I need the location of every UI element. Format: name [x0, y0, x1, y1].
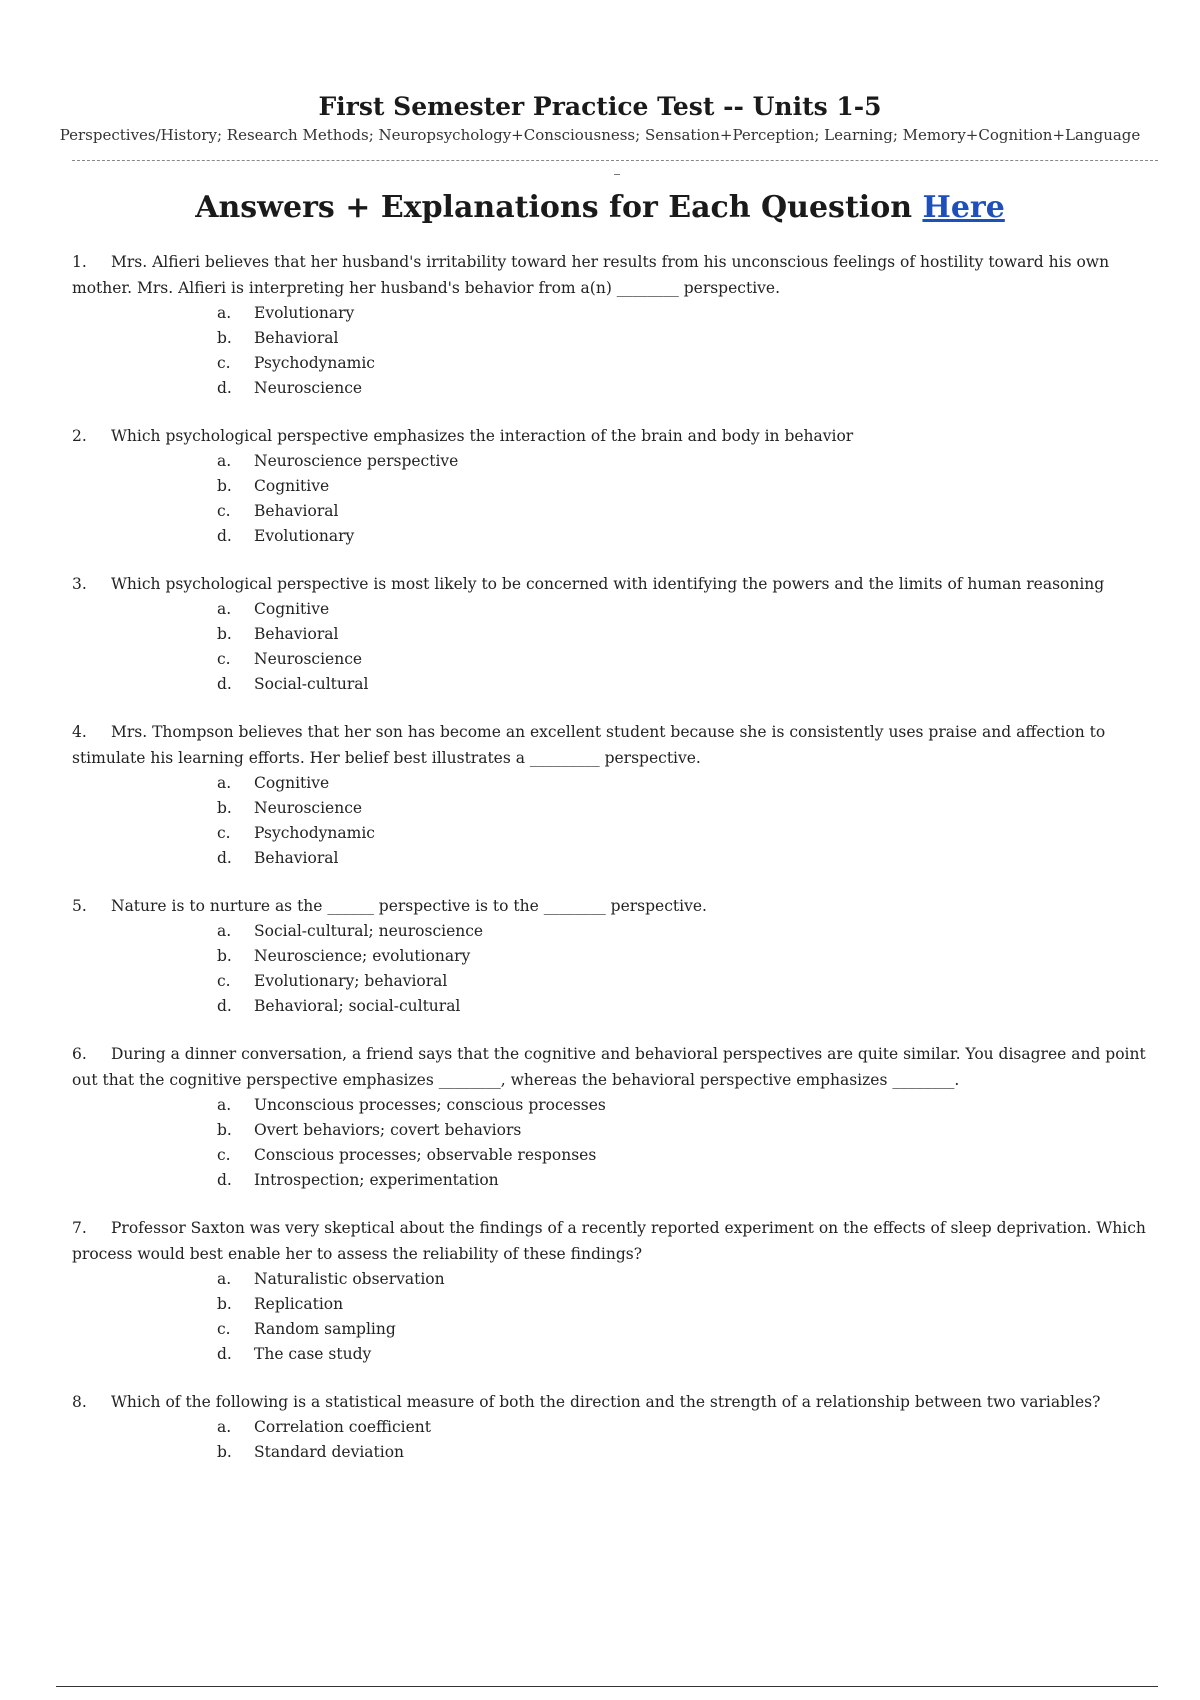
question-number: 2. — [72, 427, 87, 445]
option-letter: d. — [217, 527, 232, 545]
answer-option — [217, 944, 1162, 969]
option-letter: d. — [217, 997, 232, 1015]
answer-option — [217, 597, 1162, 622]
answers-heading — [0, 190, 1200, 225]
answer-options — [72, 449, 1162, 549]
option-text: Neuroscience; evolutionary — [254, 947, 471, 965]
question-prompt: Which psychological perspective emphasizes the interaction of the brain and body in behavior — [111, 427, 854, 445]
option-letter: b. — [217, 1295, 232, 1313]
option-text: Random sampling — [254, 1320, 396, 1338]
question-prompt: During a dinner conversation, a friend says that the cognitive and behavioral perspectives are quite similar. You disagree and point out that the cognitive perspective emphasizes ________, whereas the behavioral perspective emphasizes ________. — [72, 1045, 1146, 1089]
option-text: Cognitive — [254, 600, 330, 618]
question-text — [72, 571, 1162, 597]
option-text: Introspection; experimentation — [254, 1171, 499, 1189]
question-prompt: Professor Saxton was very skeptical about the findings of a recently reported experiment on the effects of sleep deprivation. Which process would best enable her to assess the reliability of these findings? — [72, 1219, 1146, 1263]
answer-option — [217, 1143, 1162, 1168]
question-number: 7. — [72, 1219, 87, 1237]
question-number: 6. — [72, 1045, 87, 1063]
answer-option — [217, 1415, 1162, 1440]
answer-option — [217, 449, 1162, 474]
option-text: Conscious processes; observable responses — [254, 1146, 597, 1164]
option-text: Behavioral; social-cultural — [254, 997, 461, 1015]
option-letter: b. — [217, 625, 232, 643]
answer-options — [72, 1267, 1162, 1367]
option-text: The case study — [254, 1345, 372, 1363]
option-letter: c. — [217, 1320, 231, 1338]
question-list — [72, 249, 1162, 1487]
option-letter: a. — [217, 452, 232, 470]
question-prompt: Mrs. Thompson believes that her son has become an excellent student because she is consistently uses praise and affection to stimulate his learning efforts. Her belief best illustrates a _________ perspective. — [72, 723, 1106, 767]
question-7 — [72, 1215, 1162, 1367]
option-text: Evolutionary; behavioral — [254, 972, 448, 990]
option-letter: b. — [217, 477, 232, 495]
option-text: Neuroscience — [254, 799, 363, 817]
answer-option — [217, 846, 1162, 871]
option-letter: c. — [217, 1146, 231, 1164]
option-letter: a. — [217, 304, 232, 322]
option-text: Naturalistic observation — [254, 1270, 445, 1288]
answer-option — [217, 771, 1162, 796]
page-subtitle: Perspectives/History; Research Methods; Neuropsychology+Consciousness; Sensation+Perception; Learning; Memory+Cognition+Language — [59, 126, 1141, 144]
option-text: Overt behaviors; covert behaviors — [254, 1121, 522, 1139]
option-text: Behavioral — [254, 329, 339, 347]
option-letter: a. — [217, 600, 232, 618]
question-prompt: Mrs. Alfieri believes that her husband's irritability toward her results from his unconscious feelings of hostility toward his own mother. Mrs. Alfieri is interpreting her husband's behavior from a(n) ________ perspective. — [72, 253, 1110, 297]
answer-options — [72, 771, 1162, 871]
option-letter: b. — [217, 947, 232, 965]
answer-options — [72, 919, 1162, 1019]
option-letter: a. — [217, 1270, 232, 1288]
question-6 — [72, 1041, 1162, 1193]
answer-option — [217, 1093, 1162, 1118]
option-letter: b. — [217, 799, 232, 817]
answer-option — [217, 1342, 1162, 1367]
answer-option — [217, 1168, 1162, 1193]
option-letter: a. — [217, 774, 232, 792]
option-letter: a. — [217, 1418, 232, 1436]
question-2 — [72, 423, 1162, 549]
option-text: Behavioral — [254, 502, 339, 520]
answer-option — [217, 301, 1162, 326]
option-text: Neuroscience — [254, 379, 363, 397]
option-text: Standard deviation — [254, 1443, 405, 1461]
option-text: Social-cultural — [254, 675, 369, 693]
option-letter: b. — [217, 1443, 232, 1461]
dashed-divider — [72, 160, 1158, 161]
option-letter: c. — [217, 650, 231, 668]
option-letter: b. — [217, 329, 232, 347]
option-letter: c. — [217, 502, 231, 520]
question-text — [72, 249, 1162, 301]
option-letter: d. — [217, 675, 232, 693]
option-text: Neuroscience — [254, 650, 363, 668]
question-prompt: Nature is to nurture as the ______ perspective is to the ________ perspective. — [111, 897, 707, 915]
answer-option — [217, 499, 1162, 524]
option-text: Evolutionary — [254, 304, 355, 322]
answer-option — [217, 1267, 1162, 1292]
option-text: Evolutionary — [254, 527, 355, 545]
answer-option — [217, 326, 1162, 351]
question-prompt: Which of the following is a statistical measure of both the direction and the strength of a relationship between two variables? — [111, 1393, 1101, 1411]
option-text: Behavioral — [254, 625, 339, 643]
answer-option — [217, 1317, 1162, 1342]
option-text: Replication — [254, 1295, 344, 1313]
answer-options — [72, 1415, 1162, 1465]
question-number: 3. — [72, 575, 87, 593]
question-text — [72, 1041, 1162, 1093]
option-text: Psychodynamic — [254, 354, 375, 372]
option-letter: c. — [217, 824, 231, 842]
question-text — [72, 893, 1162, 919]
question-number: 8. — [72, 1393, 87, 1411]
answers-link[interactable]: Here — [922, 190, 1005, 225]
answer-options — [72, 301, 1162, 401]
option-letter: d. — [217, 849, 232, 867]
option-letter: c. — [217, 354, 231, 372]
option-text: Correlation coefficient — [254, 1418, 431, 1436]
option-letter: d. — [217, 379, 232, 397]
option-letter: b. — [217, 1121, 232, 1139]
option-letter: a. — [217, 1096, 232, 1114]
question-1 — [72, 249, 1162, 401]
option-text: Neuroscience perspective — [254, 452, 459, 470]
question-text — [72, 719, 1162, 771]
question-number: 1. — [72, 253, 87, 271]
answer-option — [217, 672, 1162, 697]
answer-option — [217, 1440, 1162, 1465]
answer-options — [72, 1093, 1162, 1193]
answer-option — [217, 994, 1162, 1019]
answer-option — [217, 474, 1162, 499]
answer-option — [217, 796, 1162, 821]
answer-option — [217, 351, 1162, 376]
question-4 — [72, 719, 1162, 871]
question-8 — [72, 1389, 1162, 1465]
question-text — [72, 1215, 1162, 1267]
answer-option — [217, 622, 1162, 647]
question-prompt: Which psychological perspective is most likely to be concerned with identifying the powers and the limits of human reasoning — [111, 575, 1105, 593]
answer-options — [72, 597, 1162, 697]
answer-option — [217, 524, 1162, 549]
option-letter: a. — [217, 922, 232, 940]
answer-option — [217, 647, 1162, 672]
option-letter: d. — [217, 1345, 232, 1363]
answer-option — [217, 1292, 1162, 1317]
answers-heading-text: Answers + Explanations for Each Question — [195, 190, 923, 225]
divider-mark — [614, 174, 620, 175]
footer-rule — [56, 1686, 1158, 1687]
option-text: Behavioral — [254, 849, 339, 867]
option-text: Psychodynamic — [254, 824, 375, 842]
answer-option — [217, 821, 1162, 846]
question-5 — [72, 893, 1162, 1019]
question-text — [72, 1389, 1162, 1415]
option-letter: c. — [217, 972, 231, 990]
answer-option — [217, 919, 1162, 944]
option-letter: d. — [217, 1171, 232, 1189]
answer-option — [217, 1118, 1162, 1143]
answer-option — [217, 376, 1162, 401]
question-3 — [72, 571, 1162, 697]
option-text: Social-cultural; neuroscience — [254, 922, 484, 940]
page-title: First Semester Practice Test -- Units 1-5 — [318, 92, 882, 121]
answer-option — [217, 969, 1162, 994]
option-text: Unconscious processes; conscious processes — [254, 1096, 606, 1114]
option-text: Cognitive — [254, 774, 330, 792]
question-number: 4. — [72, 723, 87, 741]
option-text: Cognitive — [254, 477, 330, 495]
question-text — [72, 423, 1162, 449]
question-number: 5. — [72, 897, 87, 915]
